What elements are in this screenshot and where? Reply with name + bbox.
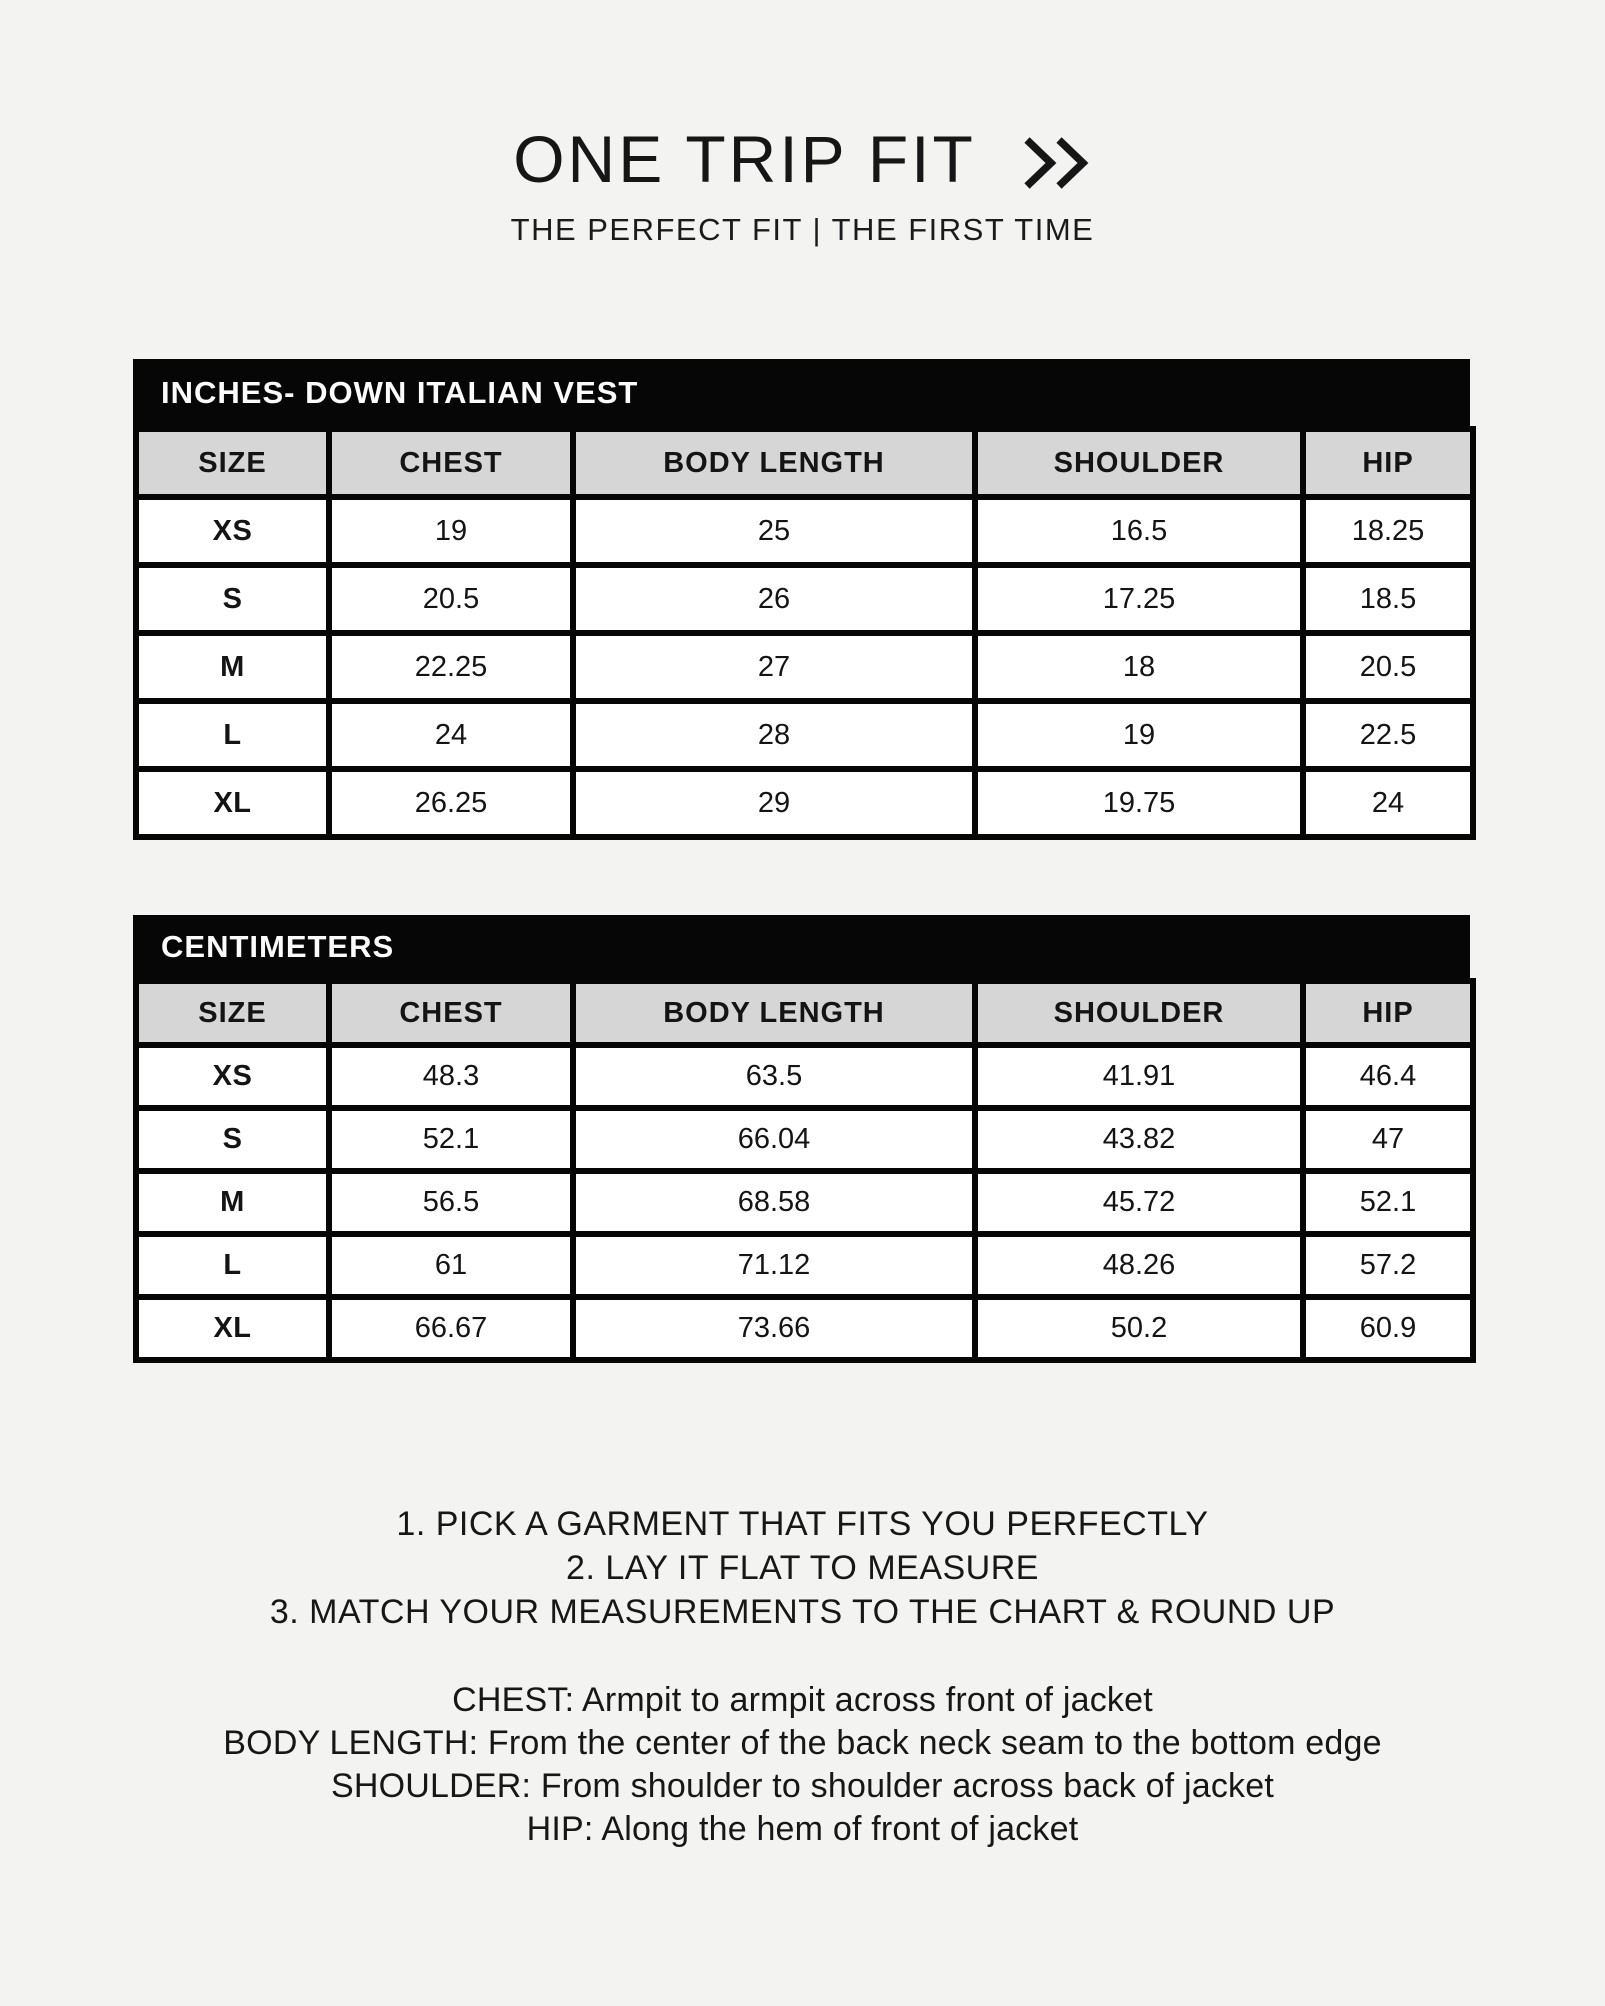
table-row <box>136 565 1473 633</box>
double-chevron-right-icon <box>1022 137 1092 189</box>
value-cell: 24 <box>329 701 573 769</box>
value-cell: 18 <box>975 633 1303 701</box>
value-cell: 26 <box>573 565 975 633</box>
column-header-row <box>136 429 1473 497</box>
column-header-size: SIZE <box>136 429 329 497</box>
table-title-bar: CENTIMETERS <box>133 915 1470 978</box>
value-cell: 17.25 <box>975 565 1303 633</box>
value-cell: 57.2 <box>1303 1234 1473 1297</box>
value-cell: 71.12 <box>573 1234 975 1297</box>
value-cell: 26.25 <box>329 769 573 837</box>
value-cell: 46.4 <box>1303 1045 1473 1108</box>
definition-line: BODY LENGTH: From the center of the back neck seam to the bottom edge <box>223 1724 1382 1762</box>
definition-line: SHOULDER: From shoulder to shoulder across back of jacket <box>331 1767 1274 1805</box>
value-cell: 61 <box>329 1234 573 1297</box>
inches-size-table <box>133 426 1476 840</box>
value-cell: 56.5 <box>329 1171 573 1234</box>
value-cell: 48.26 <box>975 1234 1303 1297</box>
column-header-body-length: BODY LENGTH <box>573 981 975 1045</box>
value-cell: 48.3 <box>329 1045 573 1108</box>
instruction-line: 3. MATCH YOUR MEASUREMENTS TO THE CHART & ROUND UP <box>269 1593 1336 1631</box>
value-cell: 66.04 <box>573 1108 975 1171</box>
value-cell: 22.5 <box>1303 701 1473 769</box>
size-cell: M <box>136 1171 329 1234</box>
value-cell: 24 <box>1303 769 1473 837</box>
table-row <box>136 633 1473 701</box>
size-cell: L <box>136 701 329 769</box>
column-header-shoulder: SHOULDER <box>975 429 1303 497</box>
size-cell: L <box>136 1234 329 1297</box>
size-cell: XS <box>136 497 329 565</box>
value-cell: 20.5 <box>1303 633 1473 701</box>
table-row <box>136 1234 1473 1297</box>
value-cell: 41.91 <box>975 1045 1303 1108</box>
value-cell: 73.66 <box>573 1297 975 1360</box>
value-cell: 19 <box>329 497 573 565</box>
value-cell: 52.1 <box>329 1108 573 1171</box>
column-header-body-length: BODY LENGTH <box>573 429 975 497</box>
value-cell: 27 <box>573 633 975 701</box>
value-cell: 45.72 <box>975 1171 1303 1234</box>
column-header-chest: CHEST <box>329 981 573 1045</box>
column-header-hip: HIP <box>1303 981 1473 1045</box>
centimeters-table-block <box>133 915 1470 1363</box>
size-cell: XL <box>136 1297 329 1360</box>
column-header-size: SIZE <box>136 981 329 1045</box>
value-cell: 25 <box>573 497 975 565</box>
table-row <box>136 1045 1473 1108</box>
value-cell: 28 <box>573 701 975 769</box>
table-row <box>136 1171 1473 1234</box>
value-cell: 19.75 <box>975 769 1303 837</box>
size-cell: S <box>136 1108 329 1171</box>
inches-table-block <box>133 359 1470 840</box>
size-cell: XL <box>136 769 329 837</box>
measurement-definitions <box>0 1679 1605 1851</box>
value-cell: 47 <box>1303 1108 1473 1171</box>
instruction-line: 2. LAY IT FLAT TO MEASURE <box>566 1549 1039 1587</box>
size-cell: XS <box>136 1045 329 1108</box>
table-row <box>136 497 1473 565</box>
value-cell: 29 <box>573 769 975 837</box>
value-cell: 50.2 <box>975 1297 1303 1360</box>
value-cell: 63.5 <box>573 1045 975 1108</box>
table-row <box>136 1297 1473 1360</box>
value-cell: 52.1 <box>1303 1171 1473 1234</box>
value-cell: 19 <box>975 701 1303 769</box>
value-cell: 16.5 <box>975 497 1303 565</box>
instruction-line: 1. PICK A GARMENT THAT FITS YOU PERFECTLY <box>396 1505 1209 1543</box>
value-cell: 18.25 <box>1303 497 1473 565</box>
value-cell: 66.67 <box>329 1297 573 1360</box>
value-cell: 22.25 <box>329 633 573 701</box>
table-row <box>136 1108 1473 1171</box>
column-header-hip: HIP <box>1303 429 1473 497</box>
definition-line: CHEST: Armpit to armpit across front of jacket <box>452 1681 1153 1719</box>
brand-header <box>0 122 1605 196</box>
page-title: ONE TRIP FIT <box>513 122 976 196</box>
page-subtitle: THE PERFECT FIT | THE FIRST TIME <box>510 212 1095 247</box>
value-cell: 20.5 <box>329 565 573 633</box>
size-cell: M <box>136 633 329 701</box>
value-cell: 43.82 <box>975 1108 1303 1171</box>
column-header-row <box>136 981 1473 1045</box>
column-header-chest: CHEST <box>329 429 573 497</box>
value-cell: 18.5 <box>1303 565 1473 633</box>
value-cell: 68.58 <box>573 1171 975 1234</box>
table-row <box>136 701 1473 769</box>
size-cell: S <box>136 565 329 633</box>
centimeters-size-table <box>133 978 1476 1363</box>
table-title-bar: INCHES- DOWN ITALIAN VEST <box>133 359 1470 426</box>
table-row <box>136 769 1473 837</box>
measuring-instructions <box>0 1502 1605 1634</box>
definition-line: HIP: Along the hem of front of jacket <box>526 1810 1079 1848</box>
value-cell: 60.9 <box>1303 1297 1473 1360</box>
column-header-shoulder: SHOULDER <box>975 981 1303 1045</box>
